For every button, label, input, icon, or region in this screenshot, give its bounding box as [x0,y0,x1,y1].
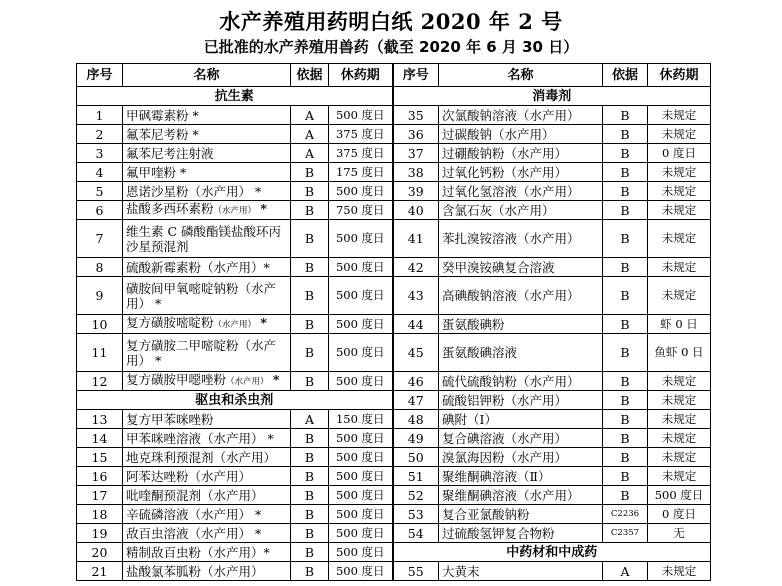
row-number: 53 [393,505,439,524]
drug-name [123,315,291,334]
withdrawal-period: 500 度日 [648,486,711,505]
drug-name-text: 氟甲喹粉 * [126,164,187,180]
header-row [77,64,711,87]
withdrawal-period: 500 度日 [329,372,393,391]
row-number: 54 [393,524,439,543]
drug-name [123,334,291,372]
drug-name-text: 癸甲溴铵碘复合溶液 [442,259,555,275]
basis-code: B [291,182,329,201]
withdrawal-period: 500 度日 [329,106,393,125]
drug-name [123,125,291,144]
row-number: 9 [77,277,123,315]
withdrawal-period: 未规定 [648,106,711,125]
drug-name-text: 阿苯达唑粉（水产用） [126,468,252,484]
drug-name-text: 盐酸氯苯胍粉（水产用） [126,563,264,579]
drug-name [123,182,291,201]
withdrawal-period: 0 度日 [648,505,711,524]
drug-name [439,391,603,410]
drug-table [76,63,711,581]
section-header: 消毒剂 [393,87,711,106]
drug-name [439,562,603,581]
withdrawal-period: 未规定 [648,258,711,277]
withdrawal-period: 未规定 [648,448,711,467]
withdrawal-period: 500 度日 [329,220,393,258]
drug-name-text: 复方磺胺甲噁唑粉 [126,372,227,387]
drug-name [123,258,291,277]
withdrawal-period: 500 度日 [329,429,393,448]
basis-code: B [603,486,648,505]
withdrawal-period: 500 度日 [329,467,393,486]
drug-name-text: 过氧化钙粉（水产用） [442,164,568,180]
drug-name-text: 硫酸新霉素粉（水产用）* [126,259,270,275]
row-number: 13 [77,410,123,429]
withdrawal-period: 未规定 [648,372,711,391]
document-subtitle: 已批准的水产养殖用兽药（截至 2020 年 6 月 30 日） [203,38,579,56]
table-row [77,562,711,581]
drug-name-text: 蛋氨酸碘粉 [442,316,505,332]
withdrawal-period: 未规定 [648,125,711,144]
row-number: 11 [77,334,123,372]
drug-name [123,429,291,448]
row-number: 43 [393,277,439,315]
drug-name [439,486,603,505]
table-row [77,144,711,163]
withdrawal-period: 未规定 [648,277,711,315]
drug-name [439,467,603,486]
drug-name-text: 精制敌百虫粉（水产用）* [126,544,270,560]
row-number: 44 [393,315,439,334]
withdrawal-period: 375 度日 [329,144,393,163]
drug-name-mark: * [256,315,267,330]
table-row [77,505,711,524]
withdrawal-period: 未规定 [648,163,711,182]
basis-code: B [603,334,648,372]
row-number: 49 [393,429,439,448]
drug-name [439,277,603,315]
withdrawal-period: 0 度日 [648,144,711,163]
row-number: 37 [393,144,439,163]
table-row [77,201,711,220]
drug-name [123,486,291,505]
withdrawal-period: 未规定 [648,182,711,201]
drug-name [123,372,291,391]
drug-name-text: 过硼酸钠粉（水产用） [442,145,568,161]
drug-name [123,163,291,182]
drug-name [439,429,603,448]
table-row [77,524,711,543]
withdrawal-period: 鱼虾 0 日 [648,334,711,372]
drug-name-text: 吡喹酮预混剂（水产用） [126,487,264,503]
header-basis: 依据 [291,64,329,87]
row-number: 12 [77,372,123,391]
drug-name-text: 磺胺间甲氧嘧啶钠粉（水产用） * [126,280,277,311]
basis-code: B [291,163,329,182]
drug-name-text: 复方磺胺嘧啶粉 [126,315,214,330]
table-row [77,163,711,182]
drug-name-text: 地克珠利预混剂（水产用） [126,449,277,465]
row-number: 42 [393,258,439,277]
drug-name-text: 聚维酮碘溶液（Ⅱ） [442,468,551,484]
withdrawal-period: 500 度日 [329,277,393,315]
row-number: 8 [77,258,123,277]
basis-code: B [291,277,329,315]
drug-name-text: 硫代硫酸钠粉（水产用） [442,373,580,389]
basis-code: B [291,524,329,543]
withdrawal-period: 500 度日 [329,543,393,562]
drug-name-note: （水产用） [213,320,257,330]
drug-name [439,315,603,334]
row-number: 19 [77,524,123,543]
row-number: 2 [77,125,123,144]
drug-name-text: 敌百虫溶液（水产用） * [126,525,262,541]
drug-name [123,201,291,220]
basis-code: B [291,258,329,277]
table-row [77,543,711,562]
drug-name-text: 溴氯海因粉（水产用） [442,449,568,465]
drug-name-text: 苯扎溴铵溶液（水产用） [442,231,580,246]
drug-name [123,144,291,163]
drug-name [123,524,291,543]
drug-name [439,448,603,467]
header-withdrawal: 休药期 [329,64,393,87]
basis-code: A [291,125,329,144]
withdrawal-period: 500 度日 [329,334,393,372]
basis-code: B [291,543,329,562]
basis-code: A [291,410,329,429]
table-row [77,334,711,372]
row-number: 20 [77,543,123,562]
drug-name [439,524,603,543]
drug-name-text: 氟苯尼考注射液 [126,145,214,161]
drug-name [123,467,291,486]
drug-name-text: 聚维酮碘溶液（水产用） [442,487,580,503]
basis-code: A [291,106,329,125]
table-row [77,486,711,505]
row-number: 21 [77,562,123,581]
basis-code: B [291,429,329,448]
withdrawal-period: 未规定 [648,467,711,486]
drug-name [439,410,603,429]
drug-name [123,106,291,125]
drug-name-text: 蛋氨酸碘溶液 [442,345,518,360]
withdrawal-period: 150 度日 [329,410,393,429]
basis-code: B [291,505,329,524]
row-number: 41 [393,220,439,258]
drug-name [439,106,603,125]
drug-name-text: 碘附（Ⅰ） [442,411,497,427]
withdrawal-period: 虾 0 日 [648,315,711,334]
row-number: 51 [393,467,439,486]
drug-name-text: 硫酸铝钾粉（水产用） [442,392,568,408]
drug-name-text: 氟苯尼考粉 * [126,126,199,142]
withdrawal-period: 500 度日 [329,505,393,524]
basis-code: B [291,201,329,220]
table-row [77,220,711,258]
withdrawal-period: 未规定 [648,410,711,429]
row-number: 47 [393,391,439,410]
row-number: 15 [77,448,123,467]
drug-name-text: 甲砜霉素粉 * [126,107,199,123]
withdrawal-period: 未规定 [648,391,711,410]
drug-name-text: 次氯酸钠溶液（水产用） [442,107,580,123]
withdrawal-period: 500 度日 [329,258,393,277]
basis-code: B [291,334,329,372]
basis-code: B [291,467,329,486]
row-number: 55 [393,562,439,581]
drug-name [123,543,291,562]
drug-name-text: 过硫酸氢钾复合物粉 [442,525,555,541]
basis-code: B [603,258,648,277]
drug-name-text: 过氧化氢溶液（水产用） [442,183,580,199]
basis-code: B [603,182,648,201]
basis-code: B [603,372,648,391]
table-row [77,106,711,125]
drug-name-text: 复方磺胺二甲嘧啶粉（水产用） * [126,337,277,368]
row-number: 7 [77,220,123,258]
row-number: 3 [77,144,123,163]
header-name: 名称 [123,64,291,87]
drug-name [439,372,603,391]
row-number: 5 [77,182,123,201]
basis-code: B [603,163,648,182]
table-row [77,258,711,277]
table-row [77,467,711,486]
basis-code: B [603,467,648,486]
withdrawal-period: 无 [648,524,711,543]
drug-name [439,163,603,182]
drug-name-text: 大黄末 [442,563,480,579]
drug-name-text: 恩诺沙星粉（水产用） * [126,183,262,199]
header-no: 序号 [77,64,123,87]
table-row [77,315,711,334]
drug-name-text: 含氯石灰（水产用） [442,202,555,218]
withdrawal-period: 未规定 [648,429,711,448]
drug-name-note: （水产用） [213,206,257,216]
withdrawal-period: 500 度日 [329,315,393,334]
withdrawal-period: 500 度日 [329,524,393,543]
drug-name-text: 高碘酸钠溶液（水产用） [442,288,580,303]
drug-name [439,258,603,277]
drug-name [439,220,603,258]
drug-name-text: 盐酸多西环素粉 [126,201,214,216]
drug-name [439,505,603,524]
withdrawal-period: 未规定 [648,562,711,581]
basis-code: B [291,315,329,334]
row-number: 10 [77,315,123,334]
section-header: 驱虫和杀虫剂 [77,391,393,410]
drug-name [123,410,291,429]
section-header: 抗生素 [77,87,393,106]
header-withdrawal-right: 休药期 [648,64,711,87]
table-row [77,429,711,448]
table-row [77,372,711,391]
drug-name-note: （水产用） [226,377,269,387]
row-number: 18 [77,505,123,524]
basis-code: C2357 [603,524,648,543]
basis-code: B [603,201,648,220]
drug-name-text: 复合亚氯酸钠粉 [442,506,530,522]
row-number: 36 [393,125,439,144]
row-number: 6 [77,201,123,220]
row-number: 50 [393,448,439,467]
basis-code: B [603,391,648,410]
withdrawal-period: 500 度日 [329,182,393,201]
row-number: 46 [393,372,439,391]
table-row [77,182,711,201]
section-header: 中药材和中成药 [393,543,711,562]
table-row [77,277,711,315]
drug-name [123,448,291,467]
basis-code: B [603,277,648,315]
table-row [77,448,711,467]
row-number: 39 [393,182,439,201]
drug-name-mark: * [268,372,280,387]
header-no-right: 序号 [393,64,439,87]
drug-name [439,144,603,163]
basis-code: B [603,410,648,429]
drug-name-text: 辛硫磷溶液（水产用） * [126,506,262,522]
row-number: 45 [393,334,439,372]
basis-code: B [603,220,648,258]
header-basis-right: 依据 [603,64,648,87]
row-number: 48 [393,410,439,429]
withdrawal-period: 175 度日 [329,163,393,182]
row-number: 38 [393,163,439,182]
withdrawal-period: 500 度日 [329,562,393,581]
table-row [77,87,711,106]
withdrawal-period: 500 度日 [329,448,393,467]
row-number: 1 [77,106,123,125]
drug-name [439,201,603,220]
row-number: 14 [77,429,123,448]
basis-code: B [603,448,648,467]
drug-name-mark: * [256,201,267,216]
table-row [77,391,711,410]
basis-code: B [291,372,329,391]
basis-code: B [291,486,329,505]
withdrawal-period: 未规定 [648,220,711,258]
drug-name [439,182,603,201]
drug-name [123,562,291,581]
drug-name [123,505,291,524]
row-number: 4 [77,163,123,182]
header-name-right: 名称 [439,64,603,87]
table-row [77,125,711,144]
basis-code: B [603,125,648,144]
row-number: 40 [393,201,439,220]
basis-code: B [603,144,648,163]
basis-code: B [291,220,329,258]
basis-code: B [603,429,648,448]
drug-name-text: 维生素 C 磷酸酯镁盐酸环丙沙星预混剂 [126,223,282,254]
drug-name [123,220,291,258]
basis-code: A [291,144,329,163]
basis-code: B [291,562,329,581]
drug-name [439,125,603,144]
row-number: 35 [393,106,439,125]
drug-name-text: 复方甲苯咪唑粉 [126,411,214,427]
basis-code: B [603,106,648,125]
drug-name-text: 复合碘溶液（水产用） [442,430,568,446]
basis-code: B [291,448,329,467]
withdrawal-period: 未规定 [648,201,711,220]
document-title: 水产养殖用药明白纸 2020 年 2 号 [219,9,563,34]
basis-code: A [603,562,648,581]
drug-name-text: 甲苯咪唑溶液（水产用） * [126,430,274,446]
drug-name-text: 过碳酸钠（水产用） [442,126,555,142]
row-number: 17 [77,486,123,505]
table-row [77,410,711,429]
withdrawal-period: 500 度日 [329,486,393,505]
basis-code: C2236 [603,505,648,524]
basis-code: B [603,315,648,334]
withdrawal-period: 375 度日 [329,125,393,144]
drug-name [439,334,603,372]
row-number: 52 [393,486,439,505]
row-number: 16 [77,467,123,486]
withdrawal-period: 750 度日 [329,201,393,220]
drug-name [123,277,291,315]
